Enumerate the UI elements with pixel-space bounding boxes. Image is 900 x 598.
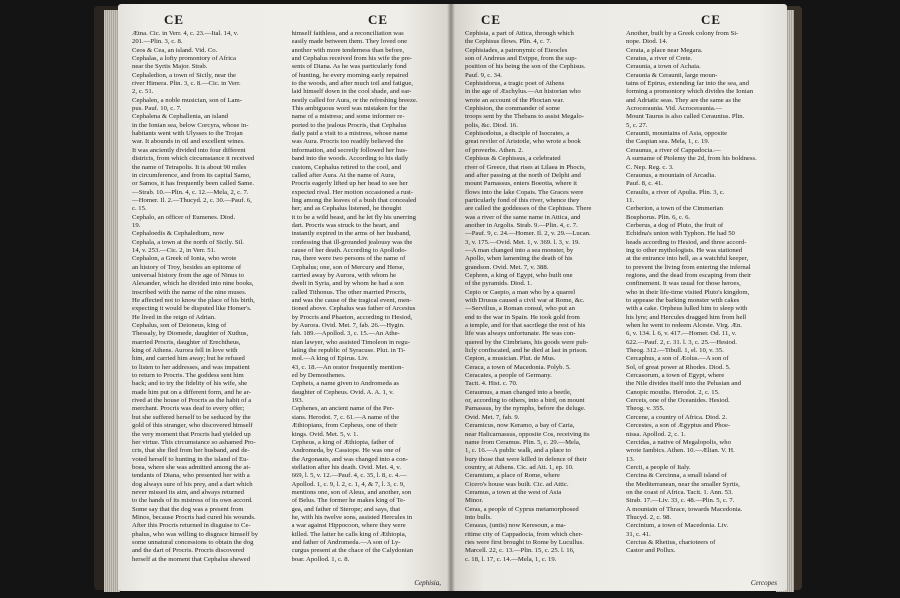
text-line: and Cephalus received from his wife the pre- [291,55,413,63]
text-line: of hunting, he every morning early repaired [291,71,409,79]
text-line: licly confiscated, and he died at last in prison. [465,347,588,355]
text-line: Ceramicus, now Keramo, a bay of Caria, [465,422,575,430]
text-line: son of Andreus and Evippe, from the sup- [465,55,577,63]
text-line: Ceos & Cea, an island. Vid. Co. [132,46,218,54]
running-head [451,12,787,28]
text-line: expecting it would be disputed like Homer's. [132,305,252,313]
text-line: troops sent by the Thebans to assist Megalo- [465,113,584,121]
text-line: curgus present at the chace of the Calydonian [291,547,414,555]
text-line: country, at Athens. Cic. ad Att. 1, ep. 10. [465,463,574,471]
text-line: Cephenes, an ancient name of the Per- [291,405,395,413]
text-line: Ceraunia & Ceraunii, large moun- [626,71,718,79]
text-line: Cerberion, a town of the Cimmerian [626,205,723,213]
text-line: stellation after his death. Ovid. Met. 4, v. [291,463,402,471]
text-line: confessing that ill-grounded jealousy was the [291,238,413,246]
text-line: 1, c. 16.—A public walk, and a place to [465,447,571,455]
text-line: Cephisus & Cephissus, a celebrated [465,155,561,163]
text-line: band into the woods. According to his daily [291,155,409,163]
text-line: in circumference, and from its capital Samo, [132,171,251,179]
text-line: —A man changed into a sea monster, by [465,246,574,254]
text-line: ries were first brought to Rome by Lucullus. [465,538,584,546]
book-gutter [447,4,455,591]
text-line: Cephala, a town at the north of Sicily. Sil. [132,238,244,246]
text-line: to prevent the living from entering the infernal [626,263,751,271]
text-line: war. It abounds in oil and excellent wines. [132,138,245,146]
text-line: grandson. Ovid. Met. 7, v. 388. [465,263,549,271]
text-line: Cephalas, a lofty promontory of Africa [132,55,236,63]
text-line: instantly expired in the arms of her husband, [291,230,411,238]
text-line: or, according to others, into a bird, on mount [465,397,585,405]
text-line: c. 15. [132,205,147,213]
text-line: particularly fond of this river, whence they [465,196,580,204]
text-line: him, and carried him away; but he refused [132,355,245,363]
text-line: Cephaloedis & Cephaledium, now [132,230,225,238]
text-line: Strab. 17.—Liv. 33, c. 48.—Plin. 5, c. 7. [626,497,735,505]
text-line: custom, Cephalus retired to the cool, and [291,163,402,171]
text-line: or Samos, it has frequently been called Same. [132,180,255,188]
text-line: Alexander, which he divided into nine books, [132,280,254,288]
text-line: districts, from which circumstance it received [132,155,255,163]
text-line: 193. [291,397,304,405]
text-line: are called the goddesses of the Cephisus. There [465,205,592,213]
text-line: her virtue. This circumstance so ashamed Pro- [132,438,256,446]
text-line: universal history from the age of Ninus to [132,271,244,279]
text-line: Theog. v. 355. [626,405,665,413]
text-line: into bulls. [465,513,492,521]
text-line: Echidna's union with Typhon. He had 50 [626,230,735,238]
text-line: 14, v. 253.—Cic. 2, in Verr. 51. [132,246,216,254]
text-line: nissa. Apollod. 2, c. 1. [626,430,686,438]
text-line: Acroceraunia. Vid. Acroceraunia.— [626,105,723,113]
text-line: Cerasus, (untis) now Keresoun, a ma- [465,522,566,530]
text-line: boea, where she was admitted among the at- [132,463,251,471]
text-line: a temple, and for that sacrilege the rest of his [465,322,586,330]
text-line: Ceracates, a people of Germany. [465,372,552,380]
text-line: easily made between them. They loved one [291,38,408,46]
text-line: Tacit. 4. Hist. c. 70. [465,380,518,388]
text-line: never missed its aim, and always returned [132,488,244,496]
text-line: Cephisia, a part of Attica, through which [465,30,574,37]
text-line: daily paid a visit to a mistress, whose name [291,130,408,138]
text-line: gea, and father of Sterope; and says, that [291,505,401,513]
text-line: C. Nep. Reg. c. 3. [626,163,674,171]
text-line: in the Ionian sea, below Corcyra, whose in- [132,121,249,129]
text-line: Cephalus; one, son of Mercury and Herse, [291,263,405,271]
text-line: quered by the Cimbrians, his goods were pub- [465,338,589,346]
text-line: pus. Pauf. 10, c. 7. [132,105,182,113]
text-line: an history of Troy, besides an epitome of [132,263,242,271]
text-line: 622.—Pauf. 2, c. 31. l. 3, c. 25.—Hesiod. [626,338,737,346]
text-line: to return to Procris. The goddess sent him [132,372,244,380]
text-line: Pauf. 9, c. 34. [465,71,502,79]
text-line: sents of Diana. As he was particularly fond [291,63,407,71]
text-line: Ceramus, a town at the west of Asia [465,488,562,496]
text-line: He lived in the reign of Adrian. [132,313,216,321]
text-line: married Procris, daughter of Erechtheus, [132,338,241,346]
text-line: gold of this stranger, who discovered himself [132,422,253,430]
text-line: forming a promontory which divides the Ionian [626,88,754,96]
text-line: of Belus. The former he makes king of Te- [291,497,406,505]
text-line: Ceraumus, a man changed into a beetle, [465,388,572,396]
text-line: Parnassus, by the nymphs, before the deluge. [465,405,586,413]
text-line: and after passing at the north of Delphi and [465,171,581,179]
running-head-left: CE [164,12,185,27]
text-line: rus, there were two persons of the name of [291,255,406,263]
text-line: 5, c. 27. [626,121,648,129]
text-line: Ceratus, a river of Crete. [626,55,693,63]
text-line: 2, c. 51. [132,88,154,96]
text-line: Cerceis, one of the Oceanides. Hesiod. [626,397,730,405]
text-line: lating the republic of Syracuse. Plut. in Ti- [291,347,406,355]
text-line: Cephalena & Cephallenia, an island [132,113,229,121]
text-line: wrote Iambics. Athen. 10.—Ælian. V. H. [626,447,735,455]
text-line: mentions one, son of Aleus, and another, son [291,488,412,496]
text-line: his lyre; and Hercules dragged him from hell [626,313,747,321]
text-line: fab. 189.—Apollod. 3, c. 15.—An Athe- [291,330,400,338]
text-line: 669, l. 5, v. 12.—Pauf. 4, c. 35, l. 8, c. 4.— [291,472,407,480]
text-line: Cephalus, son of Deioneus, king of [132,322,227,330]
catchword: Cephisia, [414,579,441,587]
text-line: a war against Hippocoon, where they were [291,522,406,530]
text-line: near Halicarnassus, opposite Cos, receiving its [465,430,590,438]
text-line: of proverbs. Athen. 2. [465,146,524,154]
text-line: boar. Apollod. 1, c. 8. [291,555,350,563]
text-line: herself at the moment that Cephalus shewed [132,555,251,563]
text-line: —Homer. Il. 2.—Thucyd. 2, c. 30.—Pauf. 6, [132,196,252,204]
text-line: Cephalen, a noble musician, son of Lam- [132,96,242,104]
text-line: polis, &c. Diod. 16. [465,121,518,129]
text-line: A mountain of Thrace, towards Macedonia. [626,505,743,513]
text-line: near the Syrtis Major. Strab. [132,63,208,71]
text-line: 31, c. 41. [626,530,651,538]
text-line: tioned above. Cephalus was father of Arcesius [291,305,416,313]
text-line: Cepio or Caepio, a man who by a quarrel [465,288,576,296]
text-line: After this Procris returned in disguise to Ce- [132,522,251,530]
text-line: he, with his twelve sons, assisted Hercules in [291,513,413,521]
text-line: who in their life-time visited Pluto's kingdom, [626,288,750,296]
text-line: Cephisodotus, a disciple of Isocrates, a [465,130,570,138]
text-line: position of his being the son of the Cephisus. [465,63,586,71]
text-line: it to be a wild beast, and he let fly his unerring [291,213,416,221]
text-line: Apollo, when lamenting the death of his [465,255,573,263]
text-line: the very moment that Procris had yielded up [132,430,251,438]
text-line: expected rival. Her motion occasioned a rust- [291,188,414,196]
text-line: 3, v. 175.—Ovid. Met. 1, v. 369. l. 3, v. 19. [465,238,580,246]
text-line: Ceraca, a town of Macedonia. Polyb. 5. [465,363,571,371]
text-line: and Adriatic seas. They are the same as the [626,96,741,104]
text-line: Cercinium, a town of Macedonia. Liv. [626,522,729,530]
text-line: name of a mistress; and some informer re- [291,113,405,121]
text-line: Cephision, the commander of some [465,105,560,113]
text-line: life was always unfortunate. He was con- [465,330,576,338]
text-line: 6, v. 134. l. 6, v. 417.—Homer. Od. 11, v. [626,330,737,338]
text-line: name from Ceramus. Plin. 5, c. 29.—Mela, [465,438,581,446]
text-line: ported to the jealous Procris, that Cephalus [291,121,407,129]
text-line: He affected not to know the place of his birth, [132,297,255,304]
text-line: when he went to redeem Alceste. Virg. Æn. [626,322,742,330]
text-line: Ceraunii, mountains of Asia, opposite [626,130,728,138]
text-line: ing to other mythologists. He was stationed [626,246,743,254]
text-line: Cephisidorus, a tragic poet of Athens [465,80,565,88]
text-line: Ceras, a people of Cyprus metamorphosed [465,505,579,513]
text-line: Cercene, a country of Africa. Diod. 2. [626,413,728,421]
text-line: at the entrance into hell, as a watchful keeper, [626,255,749,263]
text-line: himself faithless, and a reconciliation was [291,30,404,37]
right-page-column-2 [626,30,777,587]
text-line: Cercius & Rhetius, charioteers of [626,538,716,546]
text-line: Andromeda, by Cassiope. He was one of [291,447,401,455]
text-line: 19. [132,221,141,229]
text-line: Some say that the dog was a present from [132,505,244,513]
text-line: Castor and Pollux. [626,547,676,555]
text-line: Ceraunia, a town of Achaia. [626,63,701,71]
text-line: daughter of Cepheus. Ovid. A. A. 1, v. [291,388,394,396]
text-line: the Caspian sea. Mela, 1, c. 19. [626,138,710,146]
text-line: Cephisiades, a patronymic of Eteocles [465,46,568,54]
text-line: Cercasorum, a town of Egypt, where [626,372,725,380]
text-line: by Aurora. Ovid. Met. 7, fab. 26.—Hygin. [291,322,405,330]
text-line: Cercina & Cercinna, a small island of [626,472,727,480]
text-line: the Nile divides itself into the Pelusian and [626,380,741,388]
text-line: heads according to Hesiod, and three accord- [626,238,747,246]
text-line: nope. Diod. 14. [626,38,668,46]
text-line: some unnatural concessions to obtain the dog [132,538,254,546]
text-line: Ceraunus, a mountain of Arcadia. [626,171,716,179]
text-line: laid himself down in the cool shade, and ear- [291,88,412,96]
text-line: c. 18, l. 17, c. 14.—Mela, 1, c. 19. [465,555,557,563]
text-line: ed by Demosthenes. [291,372,346,380]
text-line: another with more tenderness than before, [291,46,405,54]
text-line: dwelt in Syria, and by whom he had a son [291,280,404,288]
right-page-column-1 [465,30,616,587]
text-line: of the pyramids. Diod. 1. [465,280,533,288]
text-line: Thucyd. 2, c. 98. [626,513,672,521]
text-line: Cerata, a place near Megara. [626,46,703,54]
text-line: voted herself to hunting in the island of Eu- [132,455,249,463]
text-line: —Servilius, a Roman consul, who put an [465,305,575,313]
text-line: was Aura. Procris too readily believed the [291,138,404,146]
right-page [451,4,787,591]
text-line: Cephalon, a Greek of Ionia, who wrote [132,255,237,263]
text-line: Thessaly, by Diomede, daughter of Xuthus, [132,330,249,338]
text-line: made him put on a different form, and he ar- [132,388,251,396]
running-head-left: CE [481,12,502,27]
text-line: This ambiguous word was mistaken for the [291,105,408,113]
text-line: regions, and the dead from escaping from their [626,271,752,279]
text-line: Sol, of great power at Rhodes. Diod. 5. [626,363,731,371]
text-line: killed. The latter he calls king of Æthiopia, [291,530,407,538]
text-line: to the hands of its mistress of its own accord. [132,497,253,505]
text-line: to appease the barking monster with cakes [626,297,740,304]
text-line: dog always sure of his prey, and a dart which [132,480,253,488]
text-line: flows into the lake Copais. The Graces were [465,188,584,196]
text-line: sians. Herodot. 7, c. 61.—A name of the [291,413,400,421]
text-line: Cepion, a musician. Plut. de Mus. [465,355,556,363]
text-line: Cercaphus, a son of Æolus.—A son of [626,355,729,363]
text-line: back; and to try the fidelity of his wife, she [132,380,248,388]
text-line: Another, built by a Greek colony from Si- [626,30,739,37]
text-line: Mount Taurus is also called Ceraunius. Plin. [626,113,745,121]
text-line: Cicero's house was built. Cic. ad Attic. [465,480,569,488]
text-line: by Procris and Phaeton, according to Hesiod, [291,313,413,321]
text-line: Cerberus, a dog of Pluto, the fruit of [626,221,724,229]
text-line: on the coast of Africa. Tacit. 1. Ann. 53. [626,488,733,496]
text-line: Pauf. 8, c. 41. [626,180,663,188]
text-line: —Strab. 10.—Plin. 4, c. 12.—Mela, 2, c. 7. [132,188,249,196]
text-line: inscribed with the name of the nine muses. [132,288,247,296]
text-line: —Pauf. 9, c. 24.—Homer. Il. 2, v. 29.—Lucan. [465,230,591,238]
text-line: another in Argolis. Strab. 9.—Plin. 4, c. 7. [465,221,578,229]
text-line: Cercidas, a native of Megalopolis, who [626,438,731,446]
text-line: 201.—Plin. 3, c. 8. [132,38,183,46]
text-line: mol.—A king of Epirus. Liv. [291,355,369,363]
text-line: bury those that were killed in defence of their [465,455,587,463]
text-line: nian lawyer, who assisted Timoleon in regu- [291,338,410,346]
text-line: Cercestes, a son of Ægyptus and Phoe- [626,422,731,430]
text-line: Cercii, a people of Italy. [626,463,691,471]
text-line: habitants went with Ulysses to the Trojan [132,130,243,138]
text-line: Cepheis, a name given to Andromeda as [291,380,400,388]
text-line: 11. [626,196,635,204]
text-line: and father of Andromeda.—A son of Ly- [291,538,401,546]
text-line: Canopic mouths. Herodot. 2, c. 15. [626,388,720,396]
text-line: to listen to her addresses, and was impatient [132,363,250,371]
text-line: rived at the house of Procris as the habit of a [132,397,252,405]
left-page-column-2 [292,30,442,587]
text-line: was a river of the same name in Attica, and [465,213,581,221]
text-line: king of Athens. Aurora fell in love with [132,347,238,355]
text-line: her; and as Cephalus listened, he thought [291,205,402,213]
text-line: phalus, who was willing to disgrace himself by [132,530,258,538]
text-line: 13. [626,455,635,463]
running-head-right: CE [368,12,389,27]
text-line: tendants of Diana, who presented her with a [132,472,250,480]
text-line: mount Parnassus, enters Boeotia, where it [465,180,577,188]
text-line: Cephaledion, a town of Sicily, near the [132,71,236,79]
text-line: dart. Procris was struck to the heart, and [291,221,400,229]
text-line: carried away by Aurora, with whom he [291,271,397,279]
text-line: river of Greece, that rises at Lilaea in Phocis, [465,163,586,171]
text-line: Cephalo, an officer of Eumenes. Diod. [132,213,236,221]
text-line: Bosphorus. Plin. 6, c. 6. [626,213,691,221]
text-line: Ætna. Cic. in Verr. 4, c. 23.—Ital. 14, v. [132,30,239,37]
text-line: kings. Ovid. Met. 5, v. 1. [291,430,359,438]
text-line: confinement. It was usual for those heroes, [626,280,741,288]
text-line: ling among the leaves of a bush that concealed [291,196,417,204]
text-line: merchant. Procris was deaf to every offer; [132,405,245,413]
text-line: to the woods, and after much toil and fatigue, [291,80,413,88]
text-line: the Argonauts, and was changed into a con- [291,455,409,463]
running-head [118,12,451,28]
text-line: great reviler of Aristotle, who wrote a book [465,138,581,146]
text-line: called after Aura. At the name of Aura, [291,171,396,179]
text-line: cris, that she fled from her husband, and de- [132,447,250,455]
text-line: the name of Tetrapolis. It is about 90 miles [132,163,247,171]
text-line: the Mediterranean, near the smaller Syrtis, [626,480,740,488]
text-line: and was the cause of the tragical event, men- [291,297,412,304]
text-line: Marcell. 22, c. 13.—Plin. 15, c. 25. l. 16, [465,547,575,555]
text-line: 43, c. 18.—An orator frequently mention- [291,363,404,371]
text-line: in the age of Æschylus.—An historian who [465,88,581,96]
text-line: with a cake. Orpheus lulled him to sleep with [626,305,748,313]
text-line: and the dart of Procris. Procris discovered [132,547,245,555]
text-line: Theog. 312.—Tibull. 1, el. 10, v. 35. [626,347,724,355]
text-line: tains of Epirus, extending far into the sea, and [626,80,749,88]
catchword: Cercopes [750,579,777,587]
text-line: Cephren, a king of Egypt, who built one [465,271,573,279]
text-line: Apollod. 1, c. 9, l. 2, c. 1, 4, & 7, l. 3, c. 9, [291,480,405,488]
text-line: Ceraulis, a river of Apulia. Plin. 3, c. [626,188,725,196]
text-line: called Tithonus. The other married Procris, [291,288,407,296]
text-line: Æthiopians, from Cepheus, one of their [291,422,398,430]
text-line: end to the war in Spain. He took gold from [465,313,580,321]
running-head-right: CE [701,12,722,27]
text-line: Ceraunus, a river of Cappadocia.— [626,146,721,154]
text-line: Ceramium, a place of Rome, where [465,472,560,480]
left-page [118,4,451,591]
text-line: cause of her death. According to Apollodo- [291,246,407,254]
text-line: river Himera. Plin. 3, c. 8.—Cic. in Verr. [132,80,241,88]
text-line: Minor. [465,497,484,505]
text-line: Minos, because Procris had cured his wounds. [132,513,256,521]
text-line: information, and secretly followed her hus- [291,146,408,154]
left-page-column-1 [132,30,282,587]
text-line: Ovid. Met. 7, fab. 9. [465,413,520,421]
text-line: A surname of Ptolemy the 2d, from his boldness. [626,155,757,163]
text-line: It was anciently divided into four different [132,146,246,154]
text-line: with Drusus caused a civil war at Rome, &c. [465,297,585,304]
text-line: wrote an account of the Phocian war. [465,96,564,104]
text-line: the Cephisus flows. Plin. 4, c. 7. [465,38,552,46]
text-line: but she suffered herself to be seduced by the [132,413,251,421]
text-line: ritime city of Cappadocia, from which cher- [465,530,583,538]
text-line: nestly called for Aura, or the refreshing breeze. [291,96,418,104]
text-line: Procris eagerly lifted up her head to see her [291,180,408,188]
text-line: Cepheus, a king of Æthiopia, father of [291,438,395,446]
